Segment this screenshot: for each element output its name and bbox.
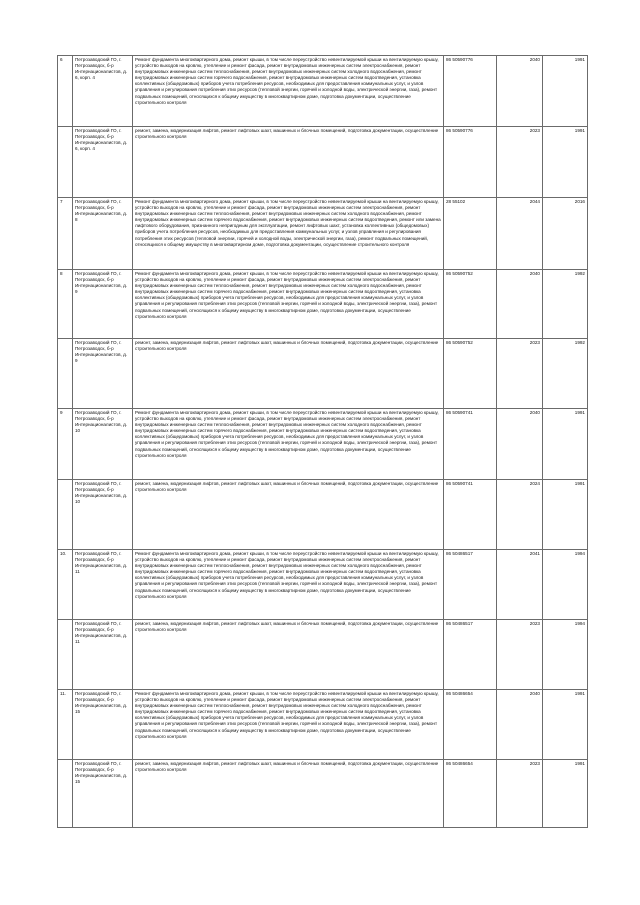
row-number	[58, 760, 73, 828]
year-cell: 2040	[497, 56, 543, 127]
year-cell: 2044	[497, 198, 543, 270]
built-year-cell: 1991	[543, 127, 588, 198]
row-number	[58, 480, 73, 550]
code-cell: 86 50590776	[444, 127, 497, 198]
built-year-cell: 2016	[543, 198, 588, 270]
built-year-cell: 1991	[543, 409, 588, 480]
table-row	[58, 760, 588, 828]
year-cell: 2023	[497, 760, 543, 828]
address-cell: Петрозаводский ГО, г. Петрозаводск, б-р Интернационалистов, д. 6, корп. 4	[73, 127, 133, 198]
table-row	[58, 690, 588, 760]
address-cell: Петрозаводский ГО, г. Петрозаводск, б-р Интернационалистов, д. 11	[73, 550, 133, 620]
built-year-cell: 1992	[543, 339, 588, 409]
address-cell: Петрозаводский ГО, г. Петрозаводск, б-р Интернационалистов, д. 10	[73, 480, 133, 550]
works-cell: Ремонт фундамента многоквартирного дома, ремонт крыши, в том числе переустройство невентилируемой крыши на вентилируемую крышу, устройство выходов на кровлю, утепление и ремонт фасада, ремонт внутридомовых инженерных систем электроснабжения, ремонт внутридомовых инженерных систем теплоснабжения, ремонт внутридомовых инженерных систем холодного водоснабжения, ремонт внутридомовых инженерных систем горячего водоснабжения, ремонт внутридомовых инженерных систем водоотведения, установка коллективных (общедомовых) приборов учета потребления ресурсов, необходимых для предоставления коммунальных услуг, и узлов управления и регулирования потребления этих ресурсов (тепловой энергии, горячей и холодной воды, электрической энергии, газа), ремонт подвальных помещений, относящихся к общему имуществу в многоквартирном доме, подготовка документации, осуществление строительного контроля	[133, 690, 444, 760]
address-cell: Петрозаводский ГО, г. Петрозаводск, б-р Интернационалистов, д. 8	[73, 198, 133, 270]
code-cell: 86 50590741	[444, 409, 497, 480]
code-cell: 28 55102	[444, 198, 497, 270]
works-cell: Ремонт фундамента многоквартирного дома, ремонт крыши, в том числе переустройство невентилируемой крыши на вентилируемую крышу, устройство выходов на кровлю, утепление и ремонт фасада, ремонт внутридомовых инженерных систем электроснабжения, ремонт внутридомовых инженерных систем теплоснабжения, ремонт внутридомовых инженерных систем холодного водоснабжения, ремонт внутридомовых инженерных систем горячего водоснабжения, ремонт внутридомовых инженерных систем водоотведения, установка коллективных (общедомовых) приборов учета потребления ресурсов, необходимых для предоставления коммунальных услуг, и узлов управления и регулирования потребления этих ресурсов (тепловой энергии, горячей и холодной воды, электрической энергии, газа), ремонт подвальных помещений, относящихся к общему имуществу в многоквартирном доме, подготовка документации, осуществление строительного контроля	[133, 56, 444, 127]
row-number: 10.	[58, 550, 73, 620]
built-year-cell: 1991	[543, 480, 588, 550]
works-cell: ремонт, замена, модернизация лифтов, ремонт лифтовых шахт, машинных и блочных помещений, подготовка документации, осуществление строительного контроля	[133, 760, 444, 828]
built-year-cell: 1992	[543, 270, 588, 339]
year-cell: 2024	[497, 480, 543, 550]
address-cell: Петрозаводский ГО, г. Петрозаводск, б-р Интернационалистов, д. 11	[73, 620, 133, 690]
works-cell: ремонт, замена, модернизация лифтов, ремонт лифтовых шахт, машинных и блочных помещений, подготовка документации, осуществление строительного контроля	[133, 339, 444, 409]
row-number: 7	[58, 198, 73, 270]
built-year-cell: 1994	[543, 550, 588, 620]
address-cell: Петрозаводский ГО, г. Петрозаводск, б-р Интернационалистов, д. 15	[73, 760, 133, 828]
table-row	[58, 56, 588, 127]
year-cell: 2023	[497, 620, 543, 690]
row-number	[58, 127, 73, 198]
works-cell: ремонт, замена, модернизация лифтов, ремонт лифтовых шахт, машинных и блочных помещений, подготовка документации, осуществление строительного контроля	[133, 480, 444, 550]
code-cell: 86 50486654	[444, 760, 497, 828]
works-cell: Ремонт фундамента многоквартирного дома, ремонт крыши, в том числе переустройство невентилируемой крыши на вентилируемую крышу, устройство выходов на кровлю, утепление и ремонт фасада, ремонт внутридомовых инженерных систем электроснабжения, ремонт внутридомовых инженерных систем теплоснабжения, ремонт внутридомовых инженерных систем холодного водоснабжения, ремонт внутридомовых инженерных систем горячего водоснабжения, ремонт внутридомовых инженерных систем водоотведения, установка коллективных (общедомовых) приборов учета потребления ресурсов, необходимых для предоставления коммунальных услуг, и узлов управления и регулирования потребления этих ресурсов (тепловой энергии, горячей и холодной воды, электрической энергии, газа), ремонт подвальных помещений, относящихся к общему имуществу в многоквартирном доме, подготовка документации, осуществление строительного контроля	[133, 409, 444, 480]
code-cell: 86 50590741	[444, 480, 497, 550]
built-year-cell: 1994	[543, 620, 588, 690]
address-cell: Петрозаводский ГО, г. Петрозаводск, б-р Интернационалистов, д. 15	[73, 690, 133, 760]
table-row	[58, 270, 588, 339]
code-cell: 86 50486517	[444, 620, 497, 690]
code-cell: 86 50590776	[444, 56, 497, 127]
works-cell: ремонт, замена, модернизация лифтов, ремонт лифтовых шахт, машинных и блочных помещений, подготовка документации, осуществление строительного контроля	[133, 127, 444, 198]
address-cell: Петрозаводский ГО, г. Петрозаводск, б-р Интернационалистов, д. 9	[73, 270, 133, 339]
year-cell: 2023	[497, 339, 543, 409]
code-cell: 86 50590752	[444, 270, 497, 339]
table-row	[58, 409, 588, 480]
table-row	[58, 480, 588, 550]
table-row	[58, 127, 588, 198]
code-cell: 86 50486654	[444, 690, 497, 760]
row-number: 11.	[58, 690, 73, 760]
code-cell: 86 50486517	[444, 550, 497, 620]
built-year-cell: 1991	[543, 760, 588, 828]
works-cell: Ремонт фундамента многоквартирного дома, ремонт крыши, в том числе переустройство невентилируемой крыши на вентилируемую крышу, устройство выходов на кровлю, утепление и ремонт фасада, ремонт внутридомовых инженерных систем электроснабжения, ремонт внутридомовых инженерных систем теплоснабжения, ремонт внутридомовых инженерных систем холодного водоснабжения, ремонт внутридомовых инженерных систем горячего водоснабжения, ремонт внутридомовых инженерных систем водоотведения, установка коллективных (общедомовых) приборов учета потребления ресурсов, необходимых для предоставления коммунальных услуг, и узлов управления и регулирования потребления этих ресурсов (тепловой энергии, горячей и холодной воды, электрической энергии, газа), ремонт подвальных помещений, относящихся к общему имуществу в многоквартирном доме, подготовка документации, осуществление строительного контроля	[133, 550, 444, 620]
row-number: 6	[58, 56, 73, 127]
table-row	[58, 550, 588, 620]
row-number: 8	[58, 270, 73, 339]
works-cell: Ремонт фундамента многоквартирного дома, ремонт крыши, в том числе переустройство невентилируемой крыши на вентилируемую крышу, устройство выходов на кровлю, утепление и ремонт фасада, ремонт внутридомовых инженерных систем электроснабжения, ремонт внутридомовых инженерных систем теплоснабжения, ремонт внутридомовых инженерных систем холодного водоснабжения, ремонт внутридомовых инженерных систем горячего водоснабжения, ремонт внутридомовых инженерных систем водоотведения, ремонт или замена лифтового оборудования, признанного непригодным для эксплуатации, ремонт лифтовых шахт, установка коллективных (общедомовых) приборов учета потребления ресурсов, необходимых для предоставления коммунальных услуг, и узлов управления и регулирования потребления этих ресурсов (тепловой энергии, горячей и холодной воды, электрической энергии, газа), ремонт подвальных помещений, относящихся к общему имуществу в многоквартирном доме, подготовка документации, осуществление строительного контроля	[133, 198, 444, 270]
built-year-cell: 1991	[543, 690, 588, 760]
table-row	[58, 198, 588, 270]
works-cell: ремонт, замена, модернизация лифтов, ремонт лифтовых шахт, машинных и блочных помещений, подготовка документации, осуществление строительного контроля	[133, 620, 444, 690]
address-cell: Петрозаводский ГО, г. Петрозаводск, б-р Интернационалистов, д. 9	[73, 339, 133, 409]
table-row	[58, 620, 588, 690]
row-number: 9	[58, 409, 73, 480]
code-cell: 86 50590752	[444, 339, 497, 409]
built-year-cell: 1991	[543, 56, 588, 127]
year-cell: 2023	[497, 127, 543, 198]
row-number	[58, 620, 73, 690]
capital-repair-table	[57, 55, 588, 828]
address-cell: Петрозаводский ГО, г. Петрозаводск, б-р Интернационалистов, д. 6, корп. 4	[73, 56, 133, 127]
year-cell: 2040	[497, 690, 543, 760]
row-number	[58, 339, 73, 409]
year-cell: 2040	[497, 270, 543, 339]
works-cell: Ремонт фундамента многоквартирного дома, ремонт крыши, в том числе переустройство невентилируемой крыши на вентилируемую крышу, устройство выходов на кровлю, утепление и ремонт фасада, ремонт внутридомовых инженерных систем электроснабжения, ремонт внутридомовых инженерных систем теплоснабжения, ремонт внутридомовых инженерных систем холодного водоснабжения, ремонт внутридомовых инженерных систем горячего водоснабжения, ремонт внутридомовых инженерных систем водоотведения, установка коллективных (общедомовых) приборов учета потребления ресурсов, необходимых для предоставления коммунальных услуг, и узлов управления и регулирования потребления этих ресурсов (тепловой энергии, горячей и холодной воды, электрической энергии, газа), ремонт подвальных помещений, относящихся к общему имуществу в многоквартирном доме, подготовка документации, осуществление строительного контроля	[133, 270, 444, 339]
table-row	[58, 339, 588, 409]
year-cell: 2040	[497, 409, 543, 480]
document-page	[57, 55, 587, 828]
address-cell: Петрозаводский ГО, г. Петрозаводск, б-р Интернационалистов, д. 10	[73, 409, 133, 480]
year-cell: 2041	[497, 550, 543, 620]
